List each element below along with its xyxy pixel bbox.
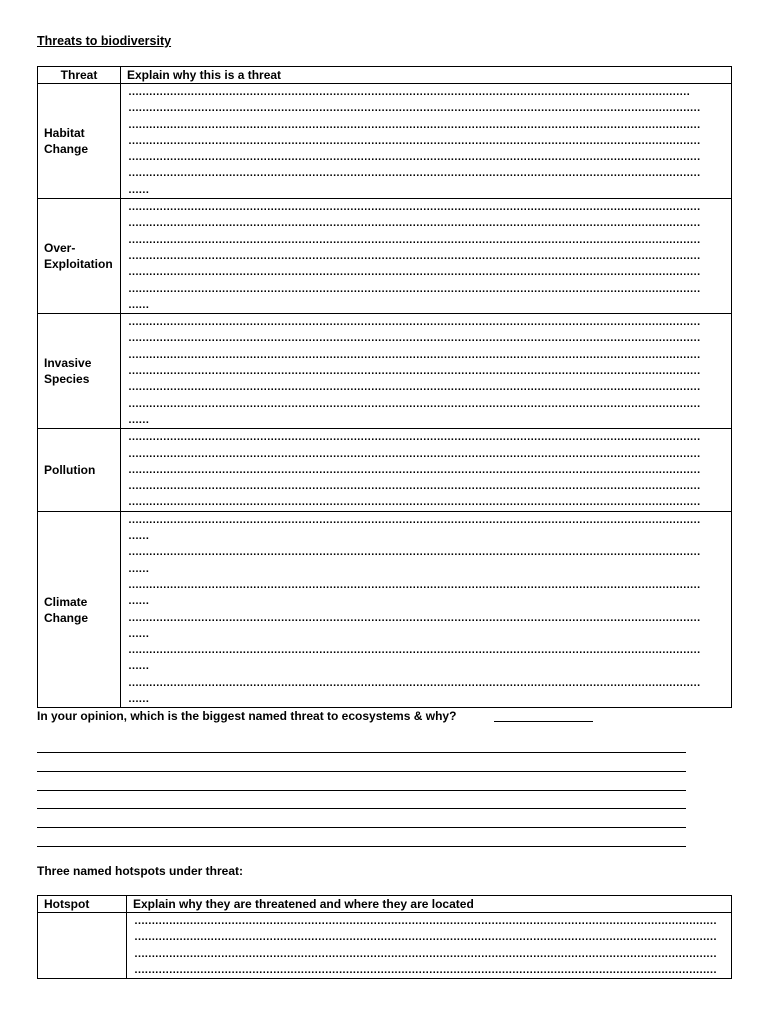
dotted-answer-line: ………………………………………………………………………………………………………………………………………………… (128, 249, 701, 262)
answer-line[interactable] (37, 790, 686, 791)
hotspot-explain-cell[interactable] (127, 913, 732, 979)
dotted-answer-line: ………………………………………………………………………………………………………………………………………………… (128, 365, 701, 378)
dotted-answer-line: ………………………………………………………………………………………………………………………………………………… (128, 578, 701, 591)
threat-row (38, 314, 732, 429)
threat-label: Over-Exploitation (38, 199, 121, 314)
threat-answer-cell[interactable] (121, 511, 732, 708)
header-threat: Threat (38, 67, 121, 84)
dotted-answer-line: …… (128, 692, 149, 705)
dotted-answer-line: ………………………………………………………………………………………………………………………………………………… (128, 102, 701, 115)
dotted-answer-line: ………………………………………………………………………………………………………………………………………………… (128, 348, 701, 361)
header-explain: Explain why this is a threat (121, 67, 732, 84)
threat-row (38, 199, 732, 314)
dotted-answer-line: …… (128, 530, 149, 543)
dotted-answer-line: ………………………………………………………………………………………………………………………………………………… (128, 496, 701, 509)
hotspots-heading: Three named hotspots under threat: (37, 864, 244, 878)
hotspot-row (38, 913, 732, 979)
dotted-answer-line: ………………………………………………………………………………………………………………………………………………… (128, 480, 701, 493)
dotted-answer-line: …………………………………………………………………………………………………………………………………………………… (134, 931, 717, 944)
dotted-answer-line: …… (128, 183, 149, 196)
dotted-answer-line: ………………………………………………………………………………………………………………………………………………… (128, 644, 701, 657)
dotted-answer-line: …………………………………………………………………………………………………………………………………………………… (134, 963, 717, 976)
threat-row (38, 511, 732, 708)
threat-label: Climate Change (38, 511, 121, 708)
dotted-answer-line: ………………………………………………………………………………………………………………………………………………… (128, 233, 701, 246)
threat-table-header-row (38, 67, 732, 84)
answer-blank[interactable] (494, 721, 593, 722)
dotted-answer-line: ………………………………………………………………………………………………………………………………………………… (128, 151, 701, 164)
answer-line[interactable] (37, 752, 686, 753)
threat-answer-cell[interactable] (121, 84, 732, 199)
hotspot-table-header-row (38, 896, 732, 913)
dotted-answer-line: ………………………………………………………………………………………………………………………………………………… (128, 266, 701, 279)
threat-table (37, 66, 732, 708)
dotted-answer-line: ………………………………………………………………………………………………………………………………………………… (128, 381, 701, 394)
dotted-answer-line: …… (128, 595, 149, 608)
threat-label: Invasive Species (38, 314, 121, 429)
dotted-answer-line: …… (128, 413, 149, 426)
dotted-answer-line: …… (128, 660, 149, 673)
dotted-answer-line: ………………………………………………………………………………………………………………………………………………… (128, 611, 701, 624)
dotted-answer-line: ………………………………………………………………………………………………………………………………………………… (128, 118, 701, 131)
dotted-answer-line: …………………………………………………………………………………………………………………………………………………… (134, 915, 717, 927)
threat-answer-cell[interactable] (121, 429, 732, 511)
threat-row (38, 429, 732, 511)
worksheet-title: Threats to biodiversity (37, 34, 172, 48)
hotspot-table (37, 895, 732, 979)
dotted-answer-line: ………………………………………………………………………………………………………………………………………………… (128, 676, 701, 689)
threat-row (38, 84, 732, 199)
header-hotspot: Hotspot (38, 896, 127, 913)
dotted-answer-line: …… (128, 298, 149, 311)
dotted-answer-line: ………………………………………………………………………………………………………………………………………………… (128, 282, 701, 295)
dotted-answer-line: ………………………………………………………………………………………………………………………………………………… (128, 447, 701, 460)
dotted-answer-line: ………………………………………………………………………………………………………………………………………………… (128, 201, 701, 214)
answer-line[interactable] (37, 808, 686, 809)
dotted-answer-line: ………………………………………………………………………………………………………………………………………………… (128, 316, 701, 329)
answer-line[interactable] (37, 846, 686, 847)
header-hotspot-explain: Explain why they are threatened and where they are located (127, 896, 732, 913)
threat-answer-cell[interactable] (121, 314, 732, 429)
hotspot-name-cell[interactable] (38, 913, 127, 979)
threat-label: Pollution (38, 429, 121, 511)
dotted-answer-line: …… (128, 562, 149, 575)
dotted-answer-line: ………………………………………………………………………………………………………………………………………………… (128, 167, 701, 180)
threat-answer-cell[interactable] (121, 199, 732, 314)
dotted-answer-line: ………………………………………………………………………………………………………………………………………………… (128, 431, 701, 444)
threat-label: Habitat Change (38, 84, 121, 199)
dotted-answer-line: ………………………………………………………………………………………………………………………………………………… (128, 463, 701, 476)
dotted-answer-line: ………………………………………………………………………………………………………………………………………………… (128, 513, 701, 526)
dotted-answer-line: ……………………………………………………………………………………………………………………………………………… (128, 86, 690, 98)
dotted-answer-line: ………………………………………………………………………………………………………………………………………………… (128, 134, 701, 147)
dotted-answer-line: ………………………………………………………………………………………………………………………………………………… (128, 397, 701, 410)
dotted-answer-line: ………………………………………………………………………………………………………………………………………………… (128, 546, 701, 559)
threat-rows (38, 84, 732, 708)
answer-line[interactable] (37, 771, 686, 772)
opinion-question: In your opinion, which is the biggest named threat to ecosystems & why? (37, 709, 457, 723)
dotted-answer-line: ………………………………………………………………………………………………………………………………………………… (128, 332, 701, 345)
dotted-answer-line: …… (128, 627, 149, 640)
dotted-answer-line: …………………………………………………………………………………………………………………………………………………… (134, 947, 717, 960)
answer-line[interactable] (37, 827, 686, 828)
dotted-answer-line: ………………………………………………………………………………………………………………………………………………… (128, 217, 701, 230)
